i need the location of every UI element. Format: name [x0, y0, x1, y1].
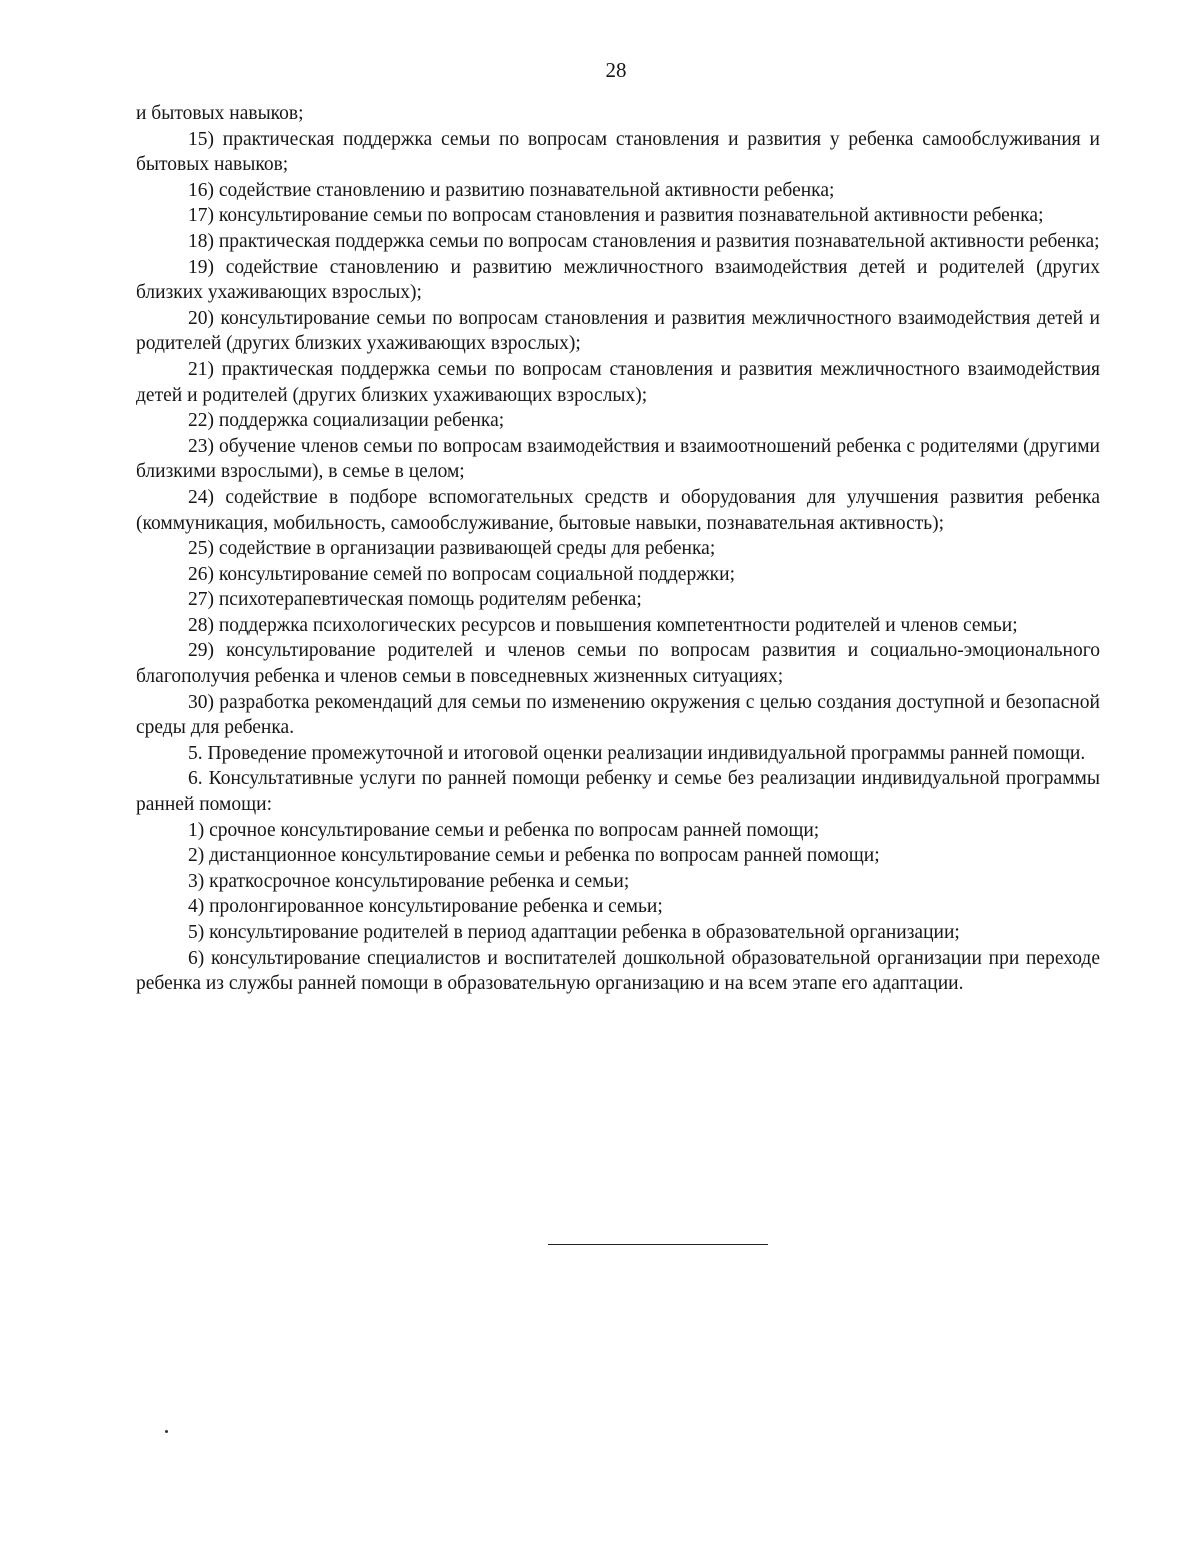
- paragraph: 5) консультирование родителей в период адаптации ребенка в образовательной организации;: [188, 922, 960, 943]
- paragraph: 17) консультирование семьи по вопросам становления и развития познавательной активности ребенка;: [188, 205, 1044, 227]
- paragraph: 20) консультирование семьи по вопросам становления и развития межличностного взаимодействия детей и родителей (других близких ухаживающих взрослых);: [136, 307, 1100, 355]
- paragraph: 5. Проведение промежуточной и итоговой оценки реализации индивидуальной программы ранней помощи.: [188, 742, 1086, 764]
- paragraph: 19) содействие становлению и развитию межличностного взаимодействия детей и родителей (других близких ухаживающих взрослых);: [136, 256, 1100, 304]
- paragraph: 16) содействие становлению и развитию познавательной активности ребенка;: [188, 179, 835, 201]
- paragraph: 24) содействие в подборе вспомогательных средств и оборудования для улучшения развития ребенка (коммуникация, мобильность, самообслуживание, бытовые навыки, познавательная активность);: [136, 486, 1100, 534]
- paragraph: 26) консультирование семей по вопросам социальной поддержки;: [188, 563, 735, 585]
- paragraph: 6. Консультативные услуги по ранней помощи ребенку и семье без реализации индивидуальной программы ранней помощи:: [136, 768, 1100, 816]
- paragraph: 15) практическая поддержка семьи по вопросам становления и развития у ребенка самообслуживания и бытовых навыков;: [136, 128, 1100, 176]
- paragraph: 1) срочное консультирование семьи и ребенка по вопросам ранней помощи;: [188, 819, 820, 841]
- paragraph: 3) краткосрочное консультирование ребенка и семьи;: [188, 870, 630, 892]
- paragraph: 27) психотерапевтическая помощь родителям ребенка;: [188, 589, 642, 611]
- closing-rule: [548, 1244, 768, 1245]
- paragraph: 4) пролонгированное консультирование ребенка и семьи;: [188, 896, 663, 918]
- document-body: [136, 101, 1100, 997]
- scan-speck: [165, 1430, 168, 1433]
- page-number: 28: [605, 58, 627, 82]
- paragraph: 21) практическая поддержка семьи по вопросам становления и развития межличностного взаимодействия детей и родителей (других близких ухаживающих взрослых);: [136, 358, 1100, 406]
- paragraph: 23) обучение членов семьи по вопросам взаимодействия и взаимоотношений ребенка с родителями (другими близкими взрослыми), в семье в целом;: [136, 435, 1100, 483]
- paragraph: 28) поддержка психологических ресурсов и повышения компетентности родителей и членов семьи;: [188, 614, 1018, 636]
- paragraph: 6) консультирование специалистов и воспитателей дошкольной образовательной организации при переходе ребенка из службы ранней помощи в образовательную организацию и на всем этапе его адаптации.: [136, 947, 1100, 995]
- paragraph: 2) дистанционное консультирование семьи и ребенка по вопросам ранней помощи;: [188, 845, 880, 867]
- paragraph: 29) консультирование родителей и членов семьи по вопросам развития и социально-эмоционального благополучия ребенка и членов семьи в повседневных жизненных ситуациях;: [136, 640, 1100, 688]
- paragraph: 25) содействие в организации развивающей среды для ребенка;: [188, 538, 716, 560]
- paragraph: и бытовых навыков;: [136, 103, 304, 124]
- paragraph: 30) разработка рекомендаций для семьи по изменению окружения с целью создания доступной и безопасной среды для ребенка.: [136, 691, 1100, 739]
- paragraph: 18) практическая поддержка семьи по вопросам становления и развития познавательной активности ребенка;: [188, 230, 1100, 252]
- paragraph: 22) поддержка социализации ребенка;: [188, 410, 505, 432]
